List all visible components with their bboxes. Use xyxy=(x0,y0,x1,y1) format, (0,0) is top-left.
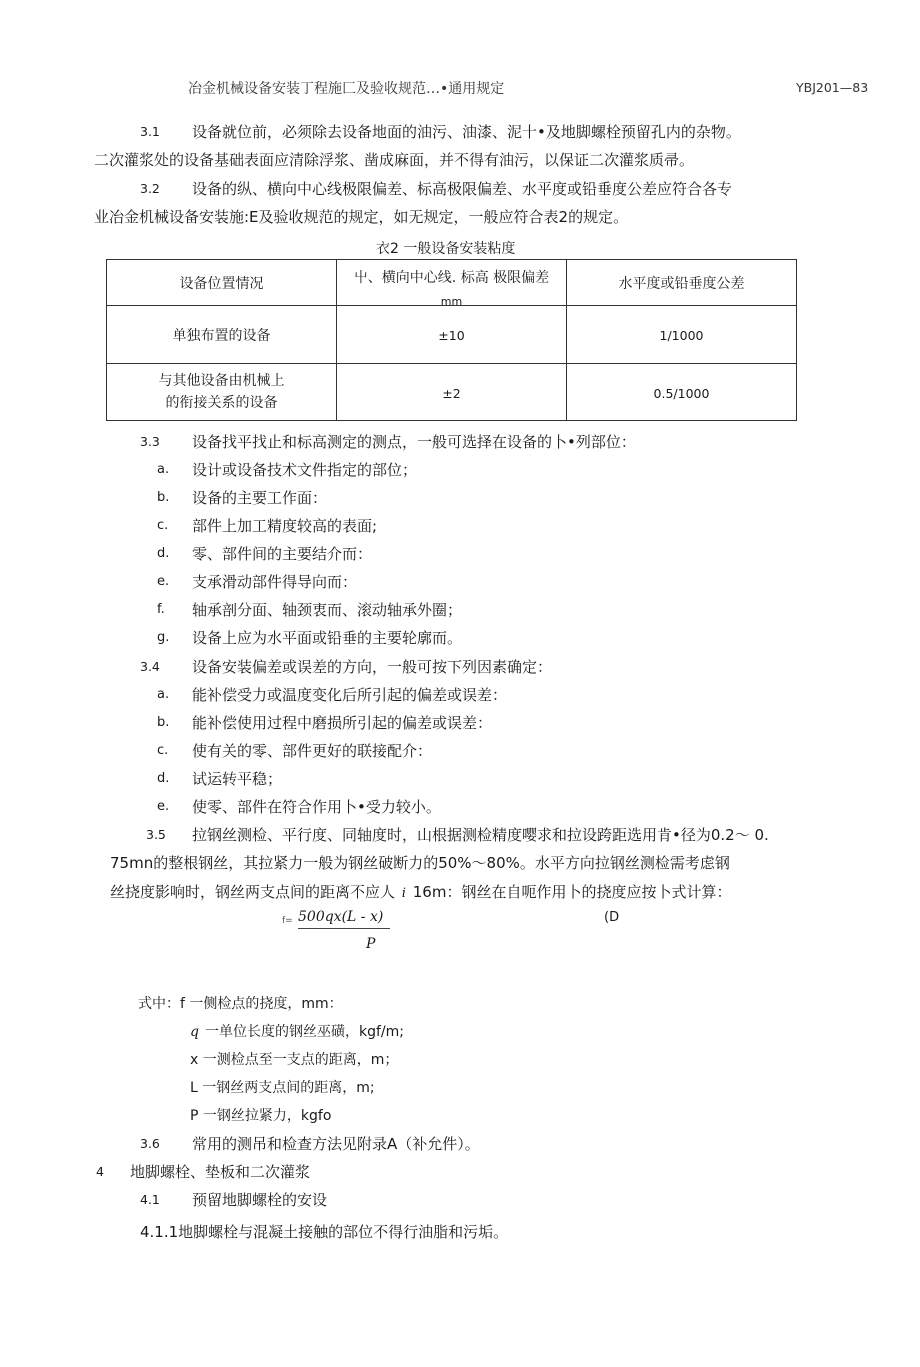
clause-text: 设备找平找止和标高测定的测点，一般可选择在设备的卜•列部位： xyxy=(192,433,636,451)
list-letter: d. xyxy=(157,771,170,786)
symbol-q: q xyxy=(190,1024,199,1040)
clause-text: 设备的纵、横向中心线极限偏差、标高极限偏差、水平度或铅垂度公差应符合各专 xyxy=(192,180,733,198)
table-row xyxy=(107,364,797,421)
clause-text: 拉钢丝测检、平行度、同轴度时，山根据测检精度嘤求和拉设跨距选用肯•径为0.2〜 0. xyxy=(192,826,769,844)
clause-number: 3.5 xyxy=(146,827,166,842)
list-letter: e. xyxy=(157,799,170,814)
installation-tolerance-table xyxy=(106,259,797,421)
list-item: 零、部件间的主要结介而： xyxy=(192,545,373,563)
table-cell xyxy=(107,364,337,421)
clause-text: 丝挠度影响时，钢丝两支点间的距离不应人 xyxy=(110,883,396,901)
cell-situation: 单独布置的设备 xyxy=(172,327,271,344)
list-letter: b. xyxy=(157,490,170,505)
clause-text: 常用的测吊和检查方法见附录A（补允件）。 xyxy=(192,1135,480,1153)
section-number: 4 xyxy=(96,1164,104,1179)
clause-text: 设备安装偏差或误差的方向，一般可按下列因素确定： xyxy=(192,658,553,676)
header-situation: 设备位置情况 xyxy=(179,275,264,292)
formula-numerator: 500qx(L - x) xyxy=(298,909,384,925)
table-header-cell xyxy=(567,260,797,306)
formula-denominator: P xyxy=(366,936,376,952)
list-letter: f. xyxy=(157,602,165,617)
header-tolerance: 水平度或铅垂度公差 xyxy=(618,275,745,292)
running-header-title: 冶金机械设备安装丁程施匚及验收规范…•通用规定 xyxy=(188,81,505,97)
clause-number: 3.1 xyxy=(140,124,160,139)
list-letter: a. xyxy=(157,687,170,702)
list-item: 能补偿受力或温度变化后所引起的偏差或误差： xyxy=(192,686,508,704)
list-item: 设计或设备技术文件指定的部位； xyxy=(192,461,418,479)
list-letter: g. xyxy=(157,630,170,645)
list-item: 试运转平稳； xyxy=(192,770,283,788)
table-cell xyxy=(337,306,567,364)
clause-text: 业冶金机械设备安装施:E及验收规范的规定，如无规定，一般应符合表2的规定。 xyxy=(94,208,629,226)
cell-deviation: ±10 xyxy=(438,328,465,343)
header-unit: mm xyxy=(440,295,463,308)
list-item: 部件上加工精度较高的表面; xyxy=(192,517,378,535)
equation-number: (D xyxy=(604,910,620,925)
clause-text-line3 xyxy=(110,881,731,902)
less-than-symbol: i xyxy=(401,886,406,901)
header-deviation: 屮、横向中心线. 标高 极限偏差 xyxy=(353,270,550,286)
list-letter: b. xyxy=(157,715,170,730)
list-item: 使零、部件在符合作用卜•受力较小。 xyxy=(192,798,441,816)
list-letter: c. xyxy=(157,518,169,533)
where-L-line: L 一钢丝两支点间的距离，m; xyxy=(190,1080,375,1096)
document-code: YBJ201—83 xyxy=(796,80,869,95)
table-caption: 衣2 一般设备安装粘度 xyxy=(376,241,516,257)
table-header-cell xyxy=(107,260,337,306)
list-item: 能补偿使用过程中磨损所引起的偏差或误差： xyxy=(192,714,493,732)
where-intro: 式中：f 一侧检点的挠度，mm： xyxy=(138,996,343,1012)
table-cell xyxy=(337,364,567,421)
clause-title: 预留地脚螺栓的安设 xyxy=(192,1191,328,1209)
list-item: 支承滑动部件得导向而： xyxy=(192,573,358,591)
table-cell xyxy=(567,364,797,421)
table-header-cell xyxy=(337,260,567,306)
clause-text: 设备就位前，必须除去设备地面的油污、油漆、泥十•及地脚螺栓预留孔内的杂物。 xyxy=(192,123,741,141)
clause-text: 4.1.1地脚螺栓与混凝土接触的部位不得行油脂和污垢。 xyxy=(140,1223,509,1241)
clause-number: 4.1 xyxy=(140,1192,160,1207)
cell-situation-line1: 与其他设备由机械上 xyxy=(158,373,285,389)
list-letter: e. xyxy=(157,574,170,589)
list-item: 轴承剖分面、轴颈衷而、滚动轴承外圈； xyxy=(192,601,463,619)
formula-lhs: f= xyxy=(282,916,293,926)
list-item: 设备的主要工作面： xyxy=(192,489,328,507)
list-letter: c. xyxy=(157,743,169,758)
cell-situation-line2: 的衔接关系的设备 xyxy=(165,395,278,411)
clause-text: 75mn的整根钢丝，其拉紧力一般为钢丝破断力的50%〜80%。水平方向拉钢丝测检需考虑钢 xyxy=(110,854,730,872)
where-q-line xyxy=(190,1021,404,1041)
clause-number: 3.2 xyxy=(140,181,160,196)
where-x-line: x 一测检点至一支点的距离，m； xyxy=(190,1052,399,1068)
table-row xyxy=(107,306,797,364)
clause-number: 3.4 xyxy=(140,659,160,674)
list-letter: d. xyxy=(157,546,170,561)
clause-number: 3.6 xyxy=(140,1136,160,1151)
table-cell xyxy=(107,306,337,364)
clause-text: 16m：钢丝在自呃作用卜的挠度应按卜式计算： xyxy=(412,883,732,901)
clause-number: 3.3 xyxy=(140,434,160,449)
section-title: 地脚螺栓、垫板和二次灌浆 xyxy=(130,1163,311,1181)
cell-tolerance: 1/1000 xyxy=(659,328,704,343)
fraction-bar xyxy=(298,928,390,929)
where-P-line: P 一钢丝拉紧力，kgfo xyxy=(190,1108,332,1124)
list-item: 使有关的零、部件更好的联接配介： xyxy=(192,742,433,760)
list-letter: a. xyxy=(157,462,170,477)
table-cell xyxy=(567,306,797,364)
where-q-text: 一单位长度的钢丝巫磺，kgf/m; xyxy=(204,1024,404,1040)
cell-deviation: ±2 xyxy=(442,385,461,401)
cell-tolerance: 0.5/1000 xyxy=(653,385,710,401)
list-item: 设备上应为水平面或铅垂的主要轮廓而。 xyxy=(192,629,463,647)
clause-text: 二次灌浆处的设备基础表面应清除浮浆、凿成麻面，并不得有油污，以保证二次灌浆质帚。 xyxy=(94,151,695,169)
